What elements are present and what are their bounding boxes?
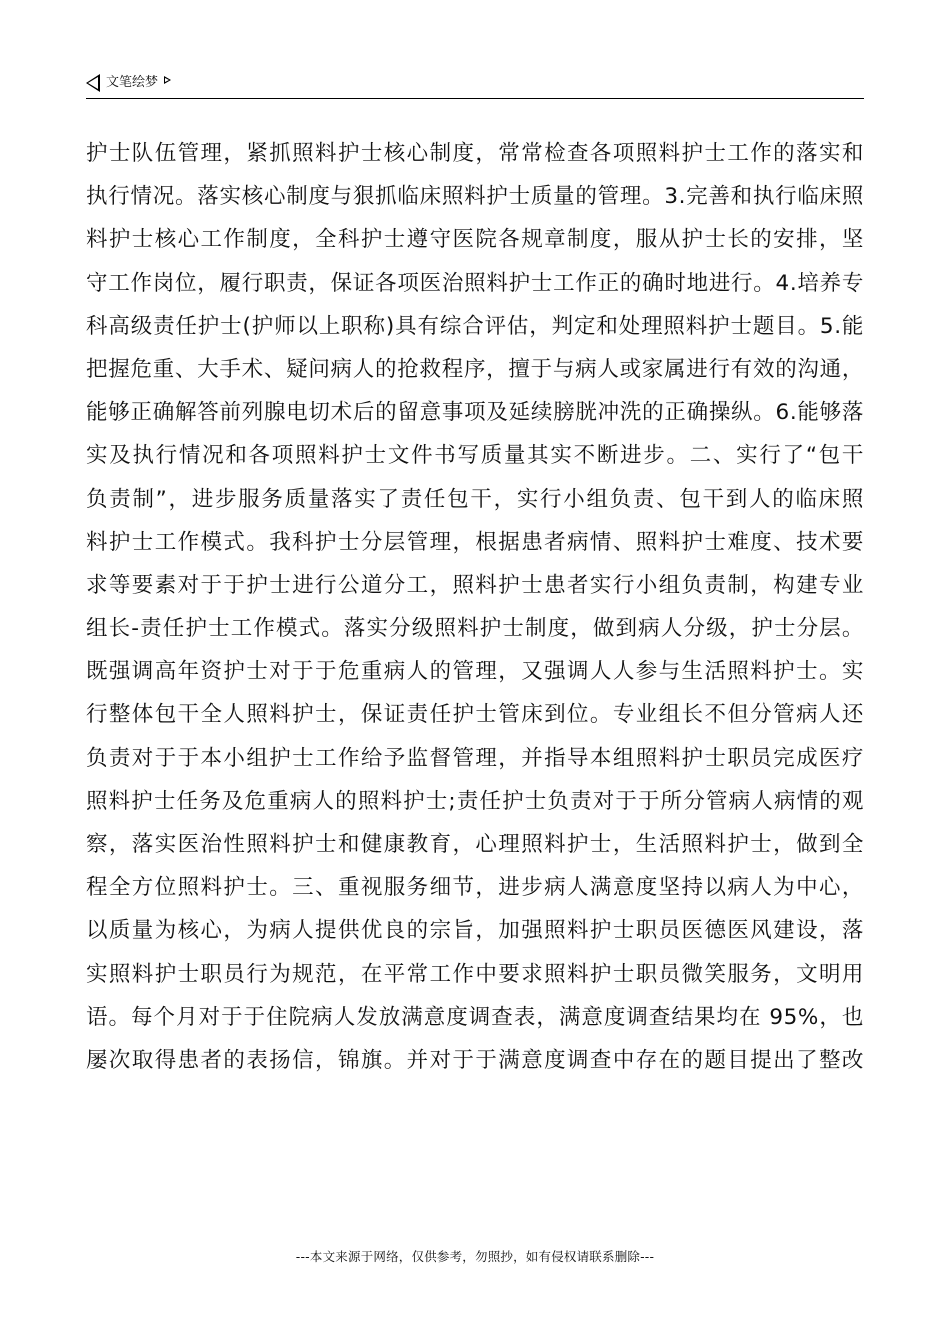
body-line: 科高级责任护士(护师以上职称)具有综合评估，判定和处理照料护士题目。5.能 [86,313,864,339]
body-line: 实照料护士职员行为规范，在平常工作中要求照料护士职员微笑服务，文明用 [86,961,864,987]
body-line: 行整体包干全人照料护士，保证责任护士管床到位。专业组长不但分管病人还 [86,702,864,728]
body-line: 察，落实医治性照料护士和健康教育，心理照料护士，生活照料护士，做到全 [86,832,864,857]
body-line: 把握危重、大手术、疑问病人的抢救程序，擅于与病人或家属进行有效的沟通， [86,356,864,382]
body-line: 执行情况。落实核心制度与狠抓临床照料护士质量的管理。3.完善和执行临床照 [86,184,864,210]
header-brand [86,74,171,92]
body-line: 料护士工作模式。我科护士分层管理，根据患者病情、照料护士难度、技术要 [86,529,864,555]
body-line: 屡次取得患者的表扬信，锦旗。并对于于满意度调查中存在的题目提出了整改 [86,1047,864,1073]
body-text [86,132,864,1082]
body-line: 语。每个月对于于住院病人发放满意度调查表，满意度调查结果均在 95%，也 [86,1004,864,1030]
body-line: 以质量为核心，为病人提供优良的宗旨，加强照料护士职员医德医风建设，落 [86,918,864,944]
body-line: 照料护士任务及危重病人的照料护士;责任护士负责对于于所分管病人病情的观 [86,788,864,814]
right-triangle-icon [164,76,171,84]
body-line: 负责制”，进步服务质量落实了责任包干，实行小组负责、包干到人的临床照 [86,486,864,512]
body-line: 守工作岗位，履行职责，保证各项医治照料护士工作正的确时地进行。4.培养专 [86,270,864,296]
left-triangle-icon [86,74,100,92]
body-line: 程全方位照料护士。三、重视服务细节，进步病人满意度坚持以病人为中心， [86,875,864,901]
body-line: 能够正确解答前列腺电切术后的留意事项及延续膀胱冲洗的正确操纵。6.能够落 [86,400,864,426]
body-line: 负责对于于本小组护士工作给予监督管理，并指导本组照料护士职员完成医疗 [86,745,864,771]
page-footer-disclaimer: ---本文来源于网络，仅供参考，勿照抄，如有侵权请联系删除--- [295,1249,655,1264]
page-header [86,70,864,99]
body-line: 既强调高年资护士对于于危重病人的管理，又强调人人参与生活照料护士。实 [86,659,864,685]
body-line: 组长-责任护士工作模式。落实分级照料护士制度，做到病人分级，护士分层。 [86,616,864,642]
body-line: 求等要素对于于护士进行公道分工，照料护士患者实行小组负责制，构建专业 [86,572,864,598]
body-line: 护士队伍管理，紧抓照料护士核心制度，常常检查各项照料护士工作的落实和 [86,141,864,166]
brand-name: 文笔绘梦 [106,75,159,90]
body-line: 料护士核心工作制度，全科护士遵守医院各规章制度，服从护士长的安排，坚 [86,227,864,253]
body-line: 实及执行情况和各项照料护士文件书写质量其实不断进步。二、实行了“包干 [86,443,864,469]
